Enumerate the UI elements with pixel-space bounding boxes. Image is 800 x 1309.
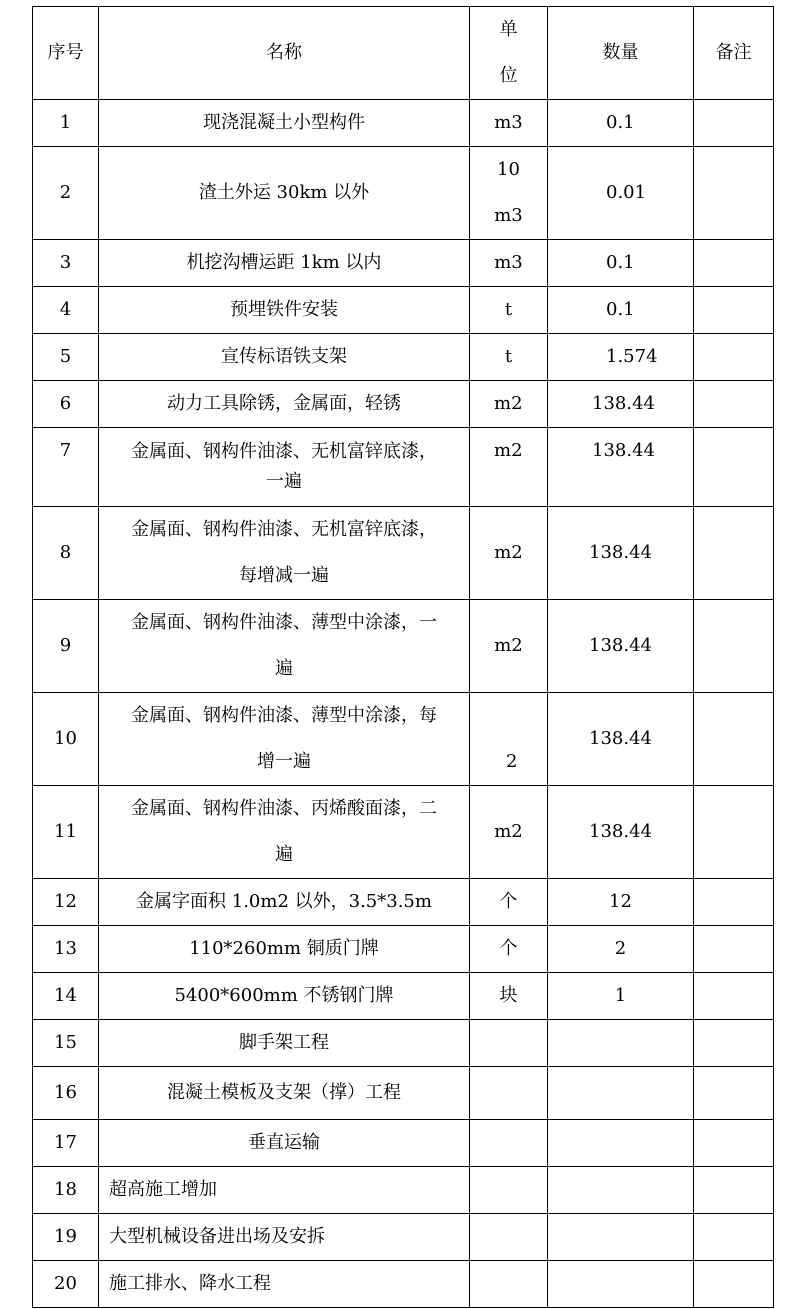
- row-unit: m2: [470, 381, 548, 428]
- row-index: 7: [33, 428, 99, 507]
- row-remark: [694, 973, 774, 1020]
- table-row: [33, 381, 774, 428]
- row-quantity: [548, 1120, 694, 1167]
- row-remark: [694, 1261, 774, 1308]
- row-quantity: [548, 1067, 694, 1120]
- row-unit: [470, 1120, 548, 1167]
- row-name-line: 一遍: [266, 471, 302, 492]
- row-name-line: 每增减一遍: [239, 565, 329, 586]
- row-unit: 个: [470, 926, 548, 973]
- header-index: 序号: [33, 7, 99, 100]
- row-name-line: 金属面、钢构件油漆、无机富锌底漆，: [131, 441, 437, 462]
- quantity-table: [32, 6, 774, 1308]
- row-name: 混凝土模板及支架（撑）工程: [99, 1067, 470, 1120]
- row-name: 5400*600mm 不锈钢门牌: [99, 973, 470, 1020]
- row-unit: m2: [470, 600, 548, 693]
- header-unit: [470, 7, 548, 100]
- row-name: 金属字面积 1.0m2 以外，3.5*3.5m: [99, 879, 470, 926]
- row-name: 现浇混凝土小型构件: [99, 100, 470, 147]
- row-quantity: 138.44: [548, 428, 694, 507]
- row-index: 14: [33, 973, 99, 1020]
- row-quantity: 12: [548, 879, 694, 926]
- row-unit: [470, 1067, 548, 1120]
- table-row: [33, 1067, 774, 1120]
- row-index: 3: [33, 240, 99, 287]
- row-name: 110*260mm 铜质门牌: [99, 926, 470, 973]
- table-row: [33, 693, 774, 786]
- row-name-line: 遍: [275, 844, 293, 865]
- row-unit: m3: [470, 100, 548, 147]
- row-index: 19: [33, 1214, 99, 1261]
- header-row: [33, 7, 774, 100]
- row-remark: [694, 1120, 774, 1167]
- row-remark: [694, 147, 774, 240]
- row-name-line: 金属面、钢构件油漆、丙烯酸面漆，二: [131, 798, 437, 819]
- row-name: 动力工具除锈，金属面，轻锈: [99, 381, 470, 428]
- row-name: [99, 693, 470, 786]
- row-index: 16: [33, 1067, 99, 1120]
- table-row: [33, 287, 774, 334]
- row-name: [99, 428, 470, 507]
- row-quantity: 0.1: [548, 287, 694, 334]
- row-quantity: 138.44: [548, 507, 694, 600]
- row-unit: t: [470, 287, 548, 334]
- table-row: [33, 1120, 774, 1167]
- row-index: 5: [33, 334, 99, 381]
- row-remark: [694, 1067, 774, 1120]
- row-quantity: 138.44: [548, 381, 694, 428]
- row-unit: [470, 1214, 548, 1261]
- row-name-line: 增一遍: [257, 751, 311, 772]
- header-name: 名称: [99, 7, 470, 100]
- row-index: 17: [33, 1120, 99, 1167]
- row-name: [99, 786, 470, 879]
- header-unit-line: 位: [499, 65, 518, 86]
- table-row: [33, 1167, 774, 1214]
- table-row: [33, 147, 774, 240]
- table-row: [33, 1261, 774, 1308]
- row-index: 20: [33, 1261, 99, 1308]
- row-name: 超高施工增加: [99, 1167, 470, 1214]
- row-remark: [694, 1214, 774, 1261]
- row-quantity: [548, 1167, 694, 1214]
- row-remark: [694, 334, 774, 381]
- row-remark: [694, 786, 774, 879]
- row-name: 脚手架工程: [99, 1020, 470, 1067]
- row-unit: 块: [470, 973, 548, 1020]
- header-unit-line: 单: [499, 19, 518, 40]
- row-name-line: 金属面、钢构件油漆、薄型中涂漆，一: [131, 612, 437, 633]
- row-remark: [694, 600, 774, 693]
- row-index: 11: [33, 786, 99, 879]
- row-name: 宣传标语铁支架: [99, 334, 470, 381]
- row-name-line: 金属面、钢构件油漆、薄型中涂漆，每: [131, 705, 437, 726]
- header-quantity: 数量: [548, 7, 694, 100]
- row-unit: [470, 1167, 548, 1214]
- header-remark: 备注: [694, 7, 774, 100]
- row-index: 18: [33, 1167, 99, 1214]
- row-unit: m2: [470, 786, 548, 879]
- table-row: [33, 334, 774, 381]
- row-index: 2: [33, 147, 99, 240]
- row-index: 10: [33, 693, 99, 786]
- row-remark: [694, 428, 774, 507]
- row-remark: [694, 879, 774, 926]
- row-remark: [694, 926, 774, 973]
- row-quantity: 0.1: [548, 240, 694, 287]
- row-index: 6: [33, 381, 99, 428]
- row-unit-line: 10: [497, 159, 520, 180]
- row-index: 15: [33, 1020, 99, 1067]
- row-quantity: 0.01: [548, 147, 694, 240]
- row-remark: [694, 287, 774, 334]
- row-remark: [694, 1020, 774, 1067]
- row-remark: [694, 507, 774, 600]
- table-row: [33, 507, 774, 600]
- row-remark: [694, 381, 774, 428]
- table-row: [33, 428, 774, 507]
- table-row: [33, 100, 774, 147]
- row-quantity: 1.574: [548, 334, 694, 381]
- row-unit: m2: [470, 428, 548, 507]
- row-unit: [470, 1020, 548, 1067]
- row-name: 机挖沟槽运距 1km 以内: [99, 240, 470, 287]
- table-row: [33, 1020, 774, 1067]
- row-unit: 2: [470, 693, 548, 786]
- row-name-line: 金属面、钢构件油漆、无机富锌底漆，: [131, 519, 437, 540]
- row-name: [99, 507, 470, 600]
- row-unit: m2: [470, 507, 548, 600]
- row-name: 垂直运输: [99, 1120, 470, 1167]
- row-index: 9: [33, 600, 99, 693]
- table-row: [33, 786, 774, 879]
- table-row: [33, 973, 774, 1020]
- row-unit: [470, 1261, 548, 1308]
- row-quantity: 0.1: [548, 100, 694, 147]
- table-row: [33, 926, 774, 973]
- row-unit-line: m3: [494, 205, 523, 226]
- row-quantity: 138.44: [548, 693, 694, 786]
- row-quantity: 138.44: [548, 786, 694, 879]
- row-quantity: [548, 1214, 694, 1261]
- row-index: 4: [33, 287, 99, 334]
- row-remark: [694, 1167, 774, 1214]
- row-name: 施工排水、降水工程: [99, 1261, 470, 1308]
- row-name: 大型机械设备进出场及安拆: [99, 1214, 470, 1261]
- row-index: 8: [33, 507, 99, 600]
- row-quantity: 2: [548, 926, 694, 973]
- row-remark: [694, 693, 774, 786]
- row-index: 1: [33, 100, 99, 147]
- row-quantity: 1: [548, 973, 694, 1020]
- row-remark: [694, 240, 774, 287]
- row-name: 预埋铁件安装: [99, 287, 470, 334]
- row-name-line: 遍: [275, 658, 293, 679]
- row-index: 12: [33, 879, 99, 926]
- row-remark: [694, 100, 774, 147]
- row-unit: [470, 147, 548, 240]
- row-name: [99, 600, 470, 693]
- row-quantity: [548, 1020, 694, 1067]
- table-row: [33, 240, 774, 287]
- table-row: [33, 1214, 774, 1261]
- row-unit: 个: [470, 879, 548, 926]
- table-row: [33, 600, 774, 693]
- row-quantity: 138.44: [548, 600, 694, 693]
- row-quantity: [548, 1261, 694, 1308]
- table-row: [33, 879, 774, 926]
- row-unit: t: [470, 334, 548, 381]
- row-unit: m3: [470, 240, 548, 287]
- row-name: 渣土外运 30km 以外: [99, 147, 470, 240]
- row-index: 13: [33, 926, 99, 973]
